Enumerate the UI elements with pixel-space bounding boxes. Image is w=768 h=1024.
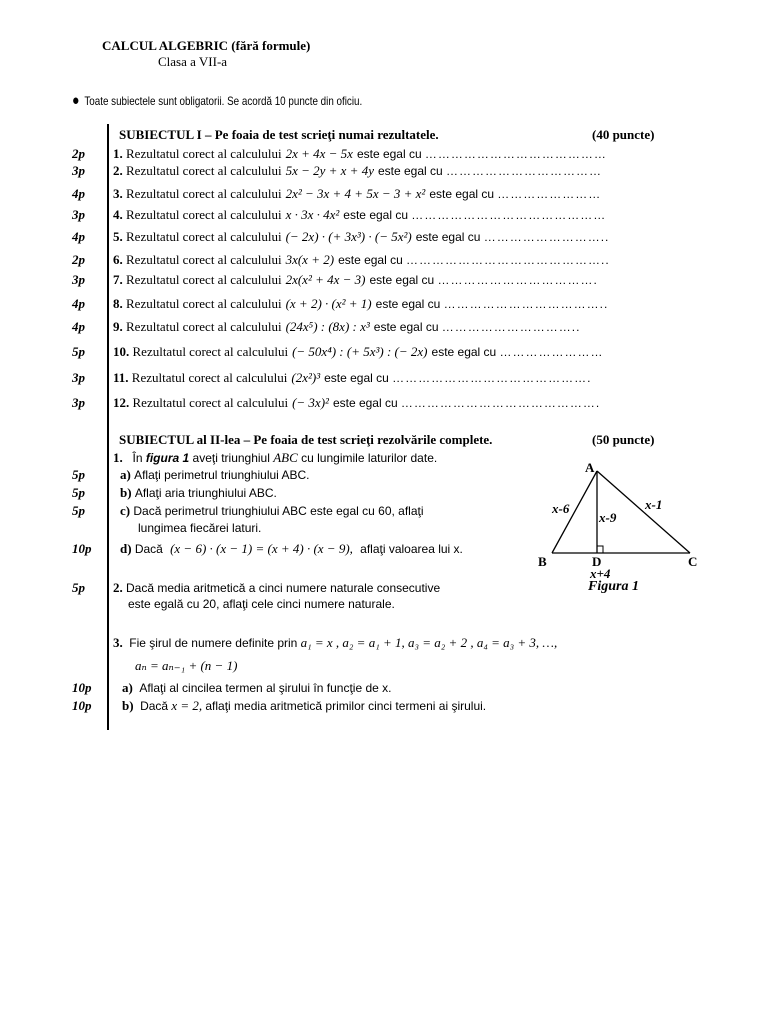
answer-dots: ……………………………………….. [406,253,610,267]
p1c-line2: lungimea fiecărei laturi. [138,521,262,535]
item-expression: (24x⁵) : (8x) : x³ [285,319,370,334]
answer-dots: …………………………………… [424,147,607,161]
item-expression: x · 3x · 4x² [285,207,340,222]
problem3b: b) Dacă x = 2, aflaţi media aritmetică primilor cinci termeni ai şirului. [122,698,487,713]
p3a-points: 10p [72,680,92,695]
section1-item [113,370,591,386]
item-prefix: Rezultatul corect al calculului [126,296,282,311]
p1d-points: 10p [72,541,92,556]
p1-intro-a: În [132,451,146,465]
item-points: 4p [72,229,85,244]
p3-line1-eq: a₁ = x , a₂ = a₁ + 1, a₃ = a₂ + 2 , a₄ = a₃ + 3, …, [300,635,558,650]
answer-dots: …………………… [499,345,604,359]
item-prefix: Rezultatul corect al calculului [126,229,282,244]
item-points: 4p [72,319,85,334]
right-angle-mark [597,546,603,553]
problem3 [113,635,557,651]
figure-caption: Figura 1 [588,579,639,594]
item-prefix: Rezultatul corect al calculului [126,146,282,161]
answer-dots: ……………………………….. [443,297,609,311]
label-base: x+4 [590,566,611,581]
page-title: CALCUL ALGEBRIC (fără formule) [102,38,311,53]
item-number: 9. [113,319,123,334]
margin-line [107,124,109,730]
item-number: 2. [113,163,123,178]
item-expression: 5x − 2y + x + 4y [285,163,374,178]
p1-intro-c: cu lungimile laturilor date. [297,451,438,465]
item-points: 2p [72,146,85,161]
section1-item [113,163,602,179]
p2-points: 5p [72,580,85,595]
p3-number: 3. [113,635,123,650]
section1-item [113,272,598,288]
item-prefix: Rezultatul corect al calculului [126,319,282,334]
item-points: 3p [72,272,85,287]
p1-intro-fig: figura 1 [145,451,190,465]
answer-dots: ………………………….. [441,320,581,334]
item-suffix: este egal cu [338,253,403,267]
p1a-points: 5p [72,467,85,482]
item-prefix: Rezultatul corect al calculului [126,272,282,287]
section1-item [113,229,609,245]
item-points: 3p [72,207,85,222]
item-number: 5. [113,229,123,244]
section2-title: SUBIECTUL al II-lea – Pe foaia de test scrieţi rezolvările complete. [119,432,493,447]
item-suffix: este egal cu [431,345,497,359]
p1d-pre: Dacă [134,542,163,556]
problem1-number: 1. [113,450,123,465]
p1c-points: 5p [72,503,85,518]
section1-points: (40 puncte) [592,127,655,142]
item-suffix: este egal cu [332,396,398,410]
item-points: 4p [72,296,85,311]
item-prefix: Rezultatul corect al calculului [126,207,282,222]
p1-intro-abc: ABC [273,450,298,465]
p3b-pre: Dacă [140,699,169,713]
section1-item [113,207,606,223]
section1-item [113,319,580,335]
p1d-post: aflaţi valoarea lui x. [360,542,463,556]
item-number: 12. [113,395,130,410]
item-expression: (− 50x⁴) : (+ 5x³) : (− 2x) [292,344,428,359]
item-prefix: Rezultatul corect al calculului [132,395,289,410]
section1-item [113,146,607,162]
item-expression: 2x² − 3x + 4 + 5x − 3 + x² [285,186,426,201]
answer-dots: ……………………………………… [411,208,607,222]
section1-heading [119,127,655,143]
problem2 [113,580,440,596]
label-d: D [592,554,602,569]
item-suffix: este egal cu [343,208,409,222]
label-side-ab: x-6 [552,501,570,516]
item-suffix: este egal cu [429,187,495,201]
item-suffix: este egal cu [369,273,435,287]
bullet-icon: ● [72,92,80,109]
p3-line1-pre: Fie şirul de numere definite prin [129,636,298,650]
section1-item [113,344,603,360]
item-number: 10. [113,344,130,359]
p3-line2-eq: aₙ = aₙ₋₁ + (n − 1) [135,658,238,673]
section2-heading [119,432,655,448]
item-points: 5p [72,344,85,359]
item-suffix: este egal cu [356,147,422,161]
answer-dots: ……………………………… [445,164,602,178]
item-suffix: este egal cu [377,164,443,178]
answer-dots: ………………………………………. [400,396,601,410]
item-number: 11. [113,370,129,385]
item-prefix: Rezultatul corect al calculului [126,252,282,267]
p3b-points: 10p [72,698,92,713]
item-points: 3p [72,395,85,410]
item-points: 4p [72,186,85,201]
p3b-post: aflaţi media aritmetică primilor cinci termeni ai şirului. [205,699,487,713]
problem1b: b) Aflaţi aria triunghiului ABC. [120,485,277,500]
answer-dots: ………………………………………. [392,371,592,385]
item-number: 6. [113,252,123,267]
section1-title: SUBIECTUL I – Pe foaia de test scrieţi numai rezultatele. [119,127,439,142]
item-number: 1. [113,146,123,161]
instructions-note [72,92,362,109]
item-expression: (− 2x) · (+ 3x³) · (− 5x²) [285,229,412,244]
p1b-text: Aflaţi aria triunghiului ABC. [134,486,277,500]
answer-dots: ………………………………. [437,273,598,287]
page-subtitle: Clasa a VII-a [158,54,228,69]
section1-item [113,296,608,312]
item-suffix: este egal cu [415,230,481,244]
item-prefix: Rezultatul corect al calculului [126,186,282,201]
triangle-diagram [530,458,710,583]
p3b-eq: x = 2, [171,698,203,713]
answer-dots: ……………………….. [483,230,610,244]
note-text: Toate subiectele sunt obligatorii. Se acordă 10 puncte din oficiu. [84,94,363,108]
problem1-intro [113,450,437,466]
item-expression: (x + 2) · (x² + 1) [285,296,372,311]
p1a-text: Aflaţi perimetrul triunghiului ABC. [134,468,310,482]
p1-intro-b: aveţi triunghiul [189,451,274,465]
item-suffix: este egal cu [324,371,389,385]
p3-line2 [135,658,237,674]
item-number: 7. [113,272,123,287]
item-suffix: este egal cu [375,297,441,311]
item-points: 3p [72,370,85,385]
label-a: A [585,460,595,475]
item-number: 3. [113,186,123,201]
p1c-line1: Dacă perimetrul triunghiului ABC este egal cu 60, aflaţi [133,504,424,518]
section1-item [113,186,601,202]
label-b: B [538,554,547,569]
item-prefix: Rezultatul corect al calculului [126,163,282,178]
item-expression: 2x(x² + 4x − 3) [285,272,366,287]
p1d-equation: (x − 6) · (x − 1) = (x + 4) · (x − 9), [170,541,353,556]
p2-line2: este egală cu 20, aflaţi cele cinci numere naturale. [128,597,395,611]
item-suffix: este egal cu [373,320,439,334]
item-number: 8. [113,296,123,311]
p2-number: 2. [113,580,123,595]
section1-item [113,395,600,411]
section2-points: (50 puncte) [592,432,655,447]
item-prefix: Rezultatul corect al calculului [131,370,288,385]
item-expression: 3x(x + 2) [285,252,335,267]
label-c: C [688,554,698,569]
problem1a: a) Aflaţi perimetrul triunghiului ABC. [120,467,310,482]
answer-dots: …………………… [497,187,602,201]
item-expression: (− 3x)² [292,395,329,410]
item-points: 2p [72,252,85,267]
label-height: x-9 [599,510,617,525]
p3a-text: Aflaţi al cincilea termen al şirului în funcţie de x. [139,681,392,695]
label-side-ac: x-1 [645,497,663,512]
item-prefix: Rezultatul corect al calculului [132,344,289,359]
item-points: 3p [72,163,85,178]
problem3a: a) Aflaţi al cincilea termen al şirului în funcţie de x. [122,680,392,695]
problem1c: c) Dacă perimetrul triunghiului ABC este egal cu 60, aflaţi [120,503,424,518]
problem1d: d) Dacă (x − 6) · (x − 1) = (x + 4) · (x − 9), aflaţi valoarea lui x. [120,541,463,556]
item-number: 4. [113,207,123,222]
item-expression: 2x + 4x − 5x [285,146,353,161]
p1b-points: 5p [72,485,85,500]
item-expression: (2x²)³ [291,370,321,385]
section1-item [113,252,610,268]
p2-line1: Dacă media aritmetică a cinci numere naturale consecutive [126,581,441,595]
